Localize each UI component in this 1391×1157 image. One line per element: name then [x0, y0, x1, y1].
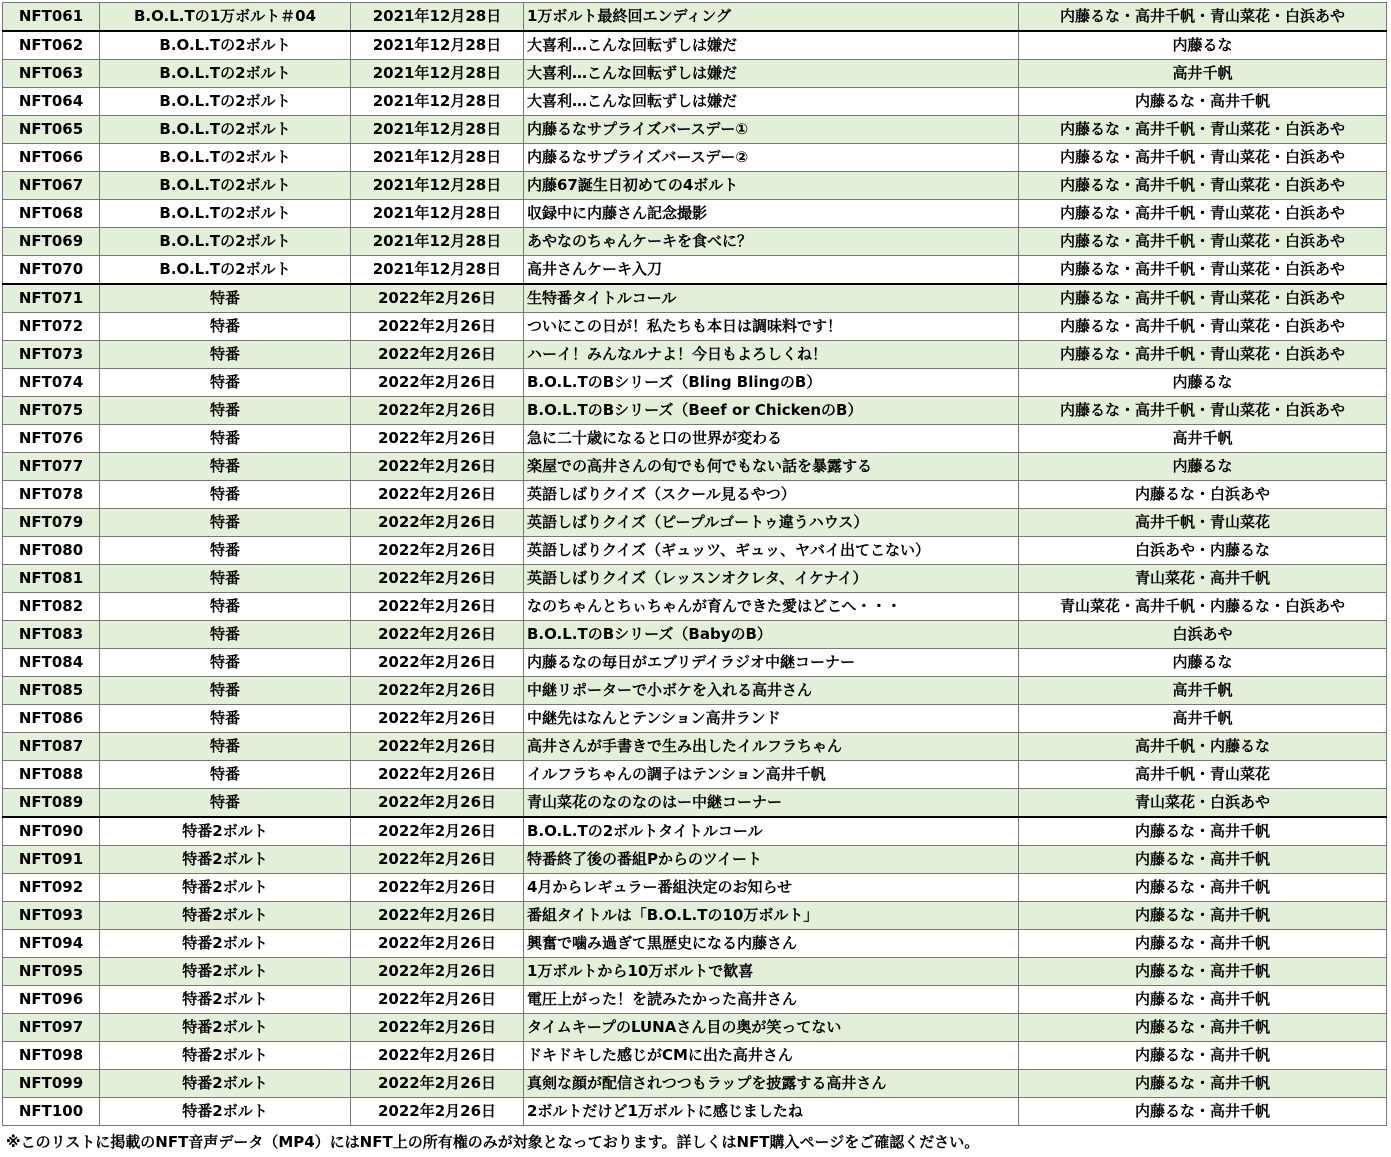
- table-row: [3, 537, 1387, 565]
- table-row: [3, 256, 1387, 285]
- program-cell: 特番: [100, 369, 351, 397]
- program-cell: 特番2ボルト: [100, 958, 351, 986]
- title-cell: 内藤るなサプライズバースデー①: [524, 116, 1019, 144]
- title-cell: 大喜利…こんな回転ずしは嫌だ: [524, 60, 1019, 88]
- cast-cell: 白浜あや: [1019, 621, 1387, 649]
- title-cell: 中継先はなんとテンション高井ランド: [524, 705, 1019, 733]
- program-cell: 特番2ボルト: [100, 817, 351, 846]
- table-row: [3, 481, 1387, 509]
- table-row: [3, 116, 1387, 144]
- cast-cell: 青山菜花・白浜あや: [1019, 789, 1387, 818]
- title-cell: 英語しばりクイズ（スクール見るやつ）: [524, 481, 1019, 509]
- table-row: [3, 930, 1387, 958]
- program-cell: B.O.L.Tの1万ボルト＃04: [100, 3, 351, 32]
- table-row: [3, 453, 1387, 481]
- date-cell: 2022年2月26日: [351, 593, 524, 621]
- nft-id-cell: NFT089: [3, 789, 100, 818]
- nft-id-cell: NFT098: [3, 1042, 100, 1070]
- date-cell: 2021年12月28日: [351, 88, 524, 116]
- program-cell: 特番2ボルト: [100, 930, 351, 958]
- nft-id-cell: NFT096: [3, 986, 100, 1014]
- title-cell: なのちゃんとちぃちゃんが育んできた愛はどこへ・・・: [524, 593, 1019, 621]
- nft-id-cell: NFT078: [3, 481, 100, 509]
- nft-list-table: [2, 2, 1387, 1126]
- title-cell: 英語しばりクイズ（レッスンオクレタ、イケナイ）: [524, 565, 1019, 593]
- table-row: [3, 3, 1387, 32]
- table-row: [3, 341, 1387, 369]
- nft-id-cell: NFT067: [3, 172, 100, 200]
- table-row: [3, 733, 1387, 761]
- cast-cell: 内藤るな: [1019, 453, 1387, 481]
- nft-id-cell: NFT077: [3, 453, 100, 481]
- nft-id-cell: NFT068: [3, 200, 100, 228]
- cast-cell: 内藤るな・白浜あや: [1019, 481, 1387, 509]
- program-cell: 特番: [100, 537, 351, 565]
- cast-cell: 内藤るな・高井千帆・青山菜花・白浜あや: [1019, 116, 1387, 144]
- title-cell: 内藤67誕生日初めての4ボルト: [524, 172, 1019, 200]
- title-cell: 真剣な顔が配信されつつもラップを披露する高井さん: [524, 1070, 1019, 1098]
- title-cell: 大喜利…こんな回転ずしは嫌だ: [524, 31, 1019, 60]
- cast-cell: 青山菜花・高井千帆: [1019, 565, 1387, 593]
- cast-cell: 内藤るな・高井千帆: [1019, 846, 1387, 874]
- table-row: [3, 817, 1387, 846]
- title-cell: 内藤るなの毎日がエブリデイラジオ中継コーナー: [524, 649, 1019, 677]
- program-cell: B.O.L.Tの2ボルト: [100, 60, 351, 88]
- title-cell: ハーイ！みんなルナよ！今日もよろしくね！: [524, 341, 1019, 369]
- date-cell: 2022年2月26日: [351, 930, 524, 958]
- title-cell: 生特番タイトルコール: [524, 284, 1019, 313]
- title-cell: 電圧上がった！を読みたかった高井さん: [524, 986, 1019, 1014]
- nft-id-cell: NFT072: [3, 313, 100, 341]
- table-row: [3, 60, 1387, 88]
- cast-cell: 高井千帆・青山菜花: [1019, 761, 1387, 789]
- nft-id-cell: NFT084: [3, 649, 100, 677]
- date-cell: 2022年2月26日: [351, 761, 524, 789]
- date-cell: 2021年12月28日: [351, 60, 524, 88]
- program-cell: 特番: [100, 565, 351, 593]
- date-cell: 2022年2月26日: [351, 537, 524, 565]
- footnote: ※このリストに掲載のNFT音声データ（MP4）にはNFT上の所有権のみが対象となっております。詳しくはNFT購入ページをご確認ください。: [6, 1133, 980, 1151]
- program-cell: 特番: [100, 425, 351, 453]
- title-cell: ついにこの日が！私たちも本日は調味料です！: [524, 313, 1019, 341]
- date-cell: 2022年2月26日: [351, 369, 524, 397]
- table-row: [3, 846, 1387, 874]
- date-cell: 2022年2月26日: [351, 425, 524, 453]
- program-cell: 特番: [100, 621, 351, 649]
- program-cell: B.O.L.Tの2ボルト: [100, 31, 351, 60]
- table-row: [3, 31, 1387, 60]
- table-row: [3, 509, 1387, 537]
- date-cell: 2022年2月26日: [351, 733, 524, 761]
- table-row: [3, 677, 1387, 705]
- date-cell: 2022年2月26日: [351, 1042, 524, 1070]
- cast-cell: 内藤るな・高井千帆: [1019, 817, 1387, 846]
- program-cell: B.O.L.Tの2ボルト: [100, 256, 351, 285]
- program-cell: 特番: [100, 789, 351, 818]
- date-cell: 2022年2月26日: [351, 313, 524, 341]
- title-cell: 番組タイトルは「B.O.L.Tの10万ボルト」: [524, 902, 1019, 930]
- title-cell: 高井さんが手書きで生み出したイルフラちゃん: [524, 733, 1019, 761]
- date-cell: 2022年2月26日: [351, 453, 524, 481]
- title-cell: タイムキープのLUNAさん目の奥が笑ってない: [524, 1014, 1019, 1042]
- table-row: [3, 172, 1387, 200]
- nft-id-cell: NFT062: [3, 31, 100, 60]
- table-row: [3, 761, 1387, 789]
- table-row: [3, 565, 1387, 593]
- cast-cell: 内藤るな・高井千帆: [1019, 88, 1387, 116]
- nft-id-cell: NFT092: [3, 874, 100, 902]
- title-cell: 英語しばりクイズ（ギュッツ、ギュッ、ヤバイ出てこない）: [524, 537, 1019, 565]
- cast-cell: 高井千帆・青山菜花: [1019, 509, 1387, 537]
- nft-id-cell: NFT080: [3, 537, 100, 565]
- cast-cell: 高井千帆: [1019, 425, 1387, 453]
- date-cell: 2021年12月28日: [351, 228, 524, 256]
- cast-cell: 内藤るな・高井千帆: [1019, 958, 1387, 986]
- program-cell: 特番2ボルト: [100, 986, 351, 1014]
- title-cell: ドキドキした感じがCMに出た高井さん: [524, 1042, 1019, 1070]
- nft-id-cell: NFT076: [3, 425, 100, 453]
- nft-id-cell: NFT100: [3, 1098, 100, 1126]
- date-cell: 2021年12月28日: [351, 144, 524, 172]
- table-row: [3, 228, 1387, 256]
- table-row: [3, 88, 1387, 116]
- title-cell: イルフラちゃんの調子はテンション高井千帆: [524, 761, 1019, 789]
- cast-cell: 高井千帆・内藤るな: [1019, 733, 1387, 761]
- program-cell: 特番: [100, 733, 351, 761]
- nft-id-cell: NFT074: [3, 369, 100, 397]
- title-cell: 4月からレギュラー番組決定のお知らせ: [524, 874, 1019, 902]
- program-cell: 特番2ボルト: [100, 846, 351, 874]
- cast-cell: 内藤るな・高井千帆・青山菜花・白浜あや: [1019, 228, 1387, 256]
- table-row: [3, 705, 1387, 733]
- program-cell: 特番: [100, 677, 351, 705]
- cast-cell: 内藤るな: [1019, 649, 1387, 677]
- nft-id-cell: NFT087: [3, 733, 100, 761]
- date-cell: 2021年12月28日: [351, 116, 524, 144]
- date-cell: 2022年2月26日: [351, 958, 524, 986]
- nft-id-cell: NFT090: [3, 817, 100, 846]
- cast-cell: 内藤るな・高井千帆・青山菜花・白浜あや: [1019, 256, 1387, 285]
- table-row: [3, 593, 1387, 621]
- program-cell: 特番2ボルト: [100, 1014, 351, 1042]
- program-cell: 特番: [100, 705, 351, 733]
- program-cell: 特番: [100, 593, 351, 621]
- date-cell: 2022年2月26日: [351, 789, 524, 818]
- date-cell: 2022年2月26日: [351, 481, 524, 509]
- title-cell: 中継リポーターで小ボケを入れる高井さん: [524, 677, 1019, 705]
- program-cell: 特番: [100, 313, 351, 341]
- title-cell: あやなのちゃんケーキを食べに？: [524, 228, 1019, 256]
- nft-id-cell: NFT086: [3, 705, 100, 733]
- nft-id-cell: NFT063: [3, 60, 100, 88]
- title-cell: 1万ボルトから10万ボルトで歓喜: [524, 958, 1019, 986]
- cast-cell: 内藤るな・高井千帆: [1019, 930, 1387, 958]
- table-row: [3, 200, 1387, 228]
- cast-cell: 内藤るな・高井千帆・青山菜花・白浜あや: [1019, 313, 1387, 341]
- date-cell: 2022年2月26日: [351, 565, 524, 593]
- nft-list-body: [3, 3, 1387, 1126]
- program-cell: 特番: [100, 481, 351, 509]
- nft-id-cell: NFT071: [3, 284, 100, 313]
- nft-id-cell: NFT088: [3, 761, 100, 789]
- date-cell: 2022年2月26日: [351, 1014, 524, 1042]
- date-cell: 2022年2月26日: [351, 509, 524, 537]
- program-cell: 特番2ボルト: [100, 1098, 351, 1126]
- title-cell: B.O.L.Tの2ボルトタイトルコール: [524, 817, 1019, 846]
- cast-cell: 内藤るな・高井千帆・青山菜花・白浜あや: [1019, 3, 1387, 32]
- nft-id-cell: NFT085: [3, 677, 100, 705]
- nft-id-cell: NFT091: [3, 846, 100, 874]
- program-cell: 特番: [100, 341, 351, 369]
- title-cell: 英語しばりクイズ（ピープルゴートゥ違うハウス）: [524, 509, 1019, 537]
- cast-cell: 内藤るな・高井千帆・青山菜花・白浜あや: [1019, 341, 1387, 369]
- table-row: [3, 1070, 1387, 1098]
- nft-id-cell: NFT083: [3, 621, 100, 649]
- title-cell: 特番終了後の番組Pからのツイート: [524, 846, 1019, 874]
- program-cell: 特番: [100, 284, 351, 313]
- program-cell: 特番: [100, 453, 351, 481]
- cast-cell: 内藤るな・高井千帆・青山菜花・白浜あや: [1019, 200, 1387, 228]
- title-cell: 高井さんケーキ入刀: [524, 256, 1019, 285]
- table-row: [3, 425, 1387, 453]
- program-cell: B.O.L.Tの2ボルト: [100, 200, 351, 228]
- date-cell: 2022年2月26日: [351, 705, 524, 733]
- nft-id-cell: NFT093: [3, 902, 100, 930]
- cast-cell: 内藤るな・高井千帆・青山菜花・白浜あや: [1019, 172, 1387, 200]
- table-row: [3, 986, 1387, 1014]
- cast-cell: 内藤るな: [1019, 31, 1387, 60]
- nft-id-cell: NFT079: [3, 509, 100, 537]
- cast-cell: 内藤るな・高井千帆: [1019, 986, 1387, 1014]
- table-row: [3, 313, 1387, 341]
- title-cell: 急に二十歳になると口の世界が変わる: [524, 425, 1019, 453]
- table-row: [3, 1014, 1387, 1042]
- table-row: [3, 874, 1387, 902]
- date-cell: 2022年2月26日: [351, 1098, 524, 1126]
- table-row: [3, 1042, 1387, 1070]
- program-cell: B.O.L.Tの2ボルト: [100, 88, 351, 116]
- date-cell: 2022年2月26日: [351, 874, 524, 902]
- title-cell: B.O.L.TのBシリーズ（BabyのB）: [524, 621, 1019, 649]
- cast-cell: 内藤るな・高井千帆: [1019, 902, 1387, 930]
- cast-cell: 青山菜花・高井千帆・内藤るな・白浜あや: [1019, 593, 1387, 621]
- nft-id-cell: NFT061: [3, 3, 100, 32]
- title-cell: 収録中に内藤さん記念撮影: [524, 200, 1019, 228]
- title-cell: 大喜利…こんな回転ずしは嫌だ: [524, 88, 1019, 116]
- nft-id-cell: NFT081: [3, 565, 100, 593]
- cast-cell: 高井千帆: [1019, 705, 1387, 733]
- table-row: [3, 369, 1387, 397]
- nft-id-cell: NFT069: [3, 228, 100, 256]
- title-cell: 1万ボルト最終回エンディング: [524, 3, 1019, 32]
- nft-id-cell: NFT099: [3, 1070, 100, 1098]
- title-cell: 楽屋での高井さんの旬でも何でもない話を暴露する: [524, 453, 1019, 481]
- title-cell: 内藤るなサプライズバースデー②: [524, 144, 1019, 172]
- date-cell: 2022年2月26日: [351, 649, 524, 677]
- table-row: [3, 397, 1387, 425]
- table-row: [3, 958, 1387, 986]
- cast-cell: 内藤るな・高井千帆: [1019, 1098, 1387, 1126]
- date-cell: 2022年2月26日: [351, 846, 524, 874]
- date-cell: 2022年2月26日: [351, 986, 524, 1014]
- table-row: [3, 144, 1387, 172]
- date-cell: 2022年2月26日: [351, 397, 524, 425]
- nft-id-cell: NFT070: [3, 256, 100, 285]
- date-cell: 2022年2月26日: [351, 621, 524, 649]
- table-row: [3, 1098, 1387, 1126]
- table-row: [3, 649, 1387, 677]
- nft-id-cell: NFT082: [3, 593, 100, 621]
- program-cell: 特番: [100, 649, 351, 677]
- cast-cell: 白浜あや・内藤るな: [1019, 537, 1387, 565]
- cast-cell: 内藤るな・高井千帆: [1019, 1014, 1387, 1042]
- date-cell: 2022年2月26日: [351, 817, 524, 846]
- program-cell: B.O.L.Tの2ボルト: [100, 116, 351, 144]
- cast-cell: 内藤るな・高井千帆: [1019, 1070, 1387, 1098]
- program-cell: 特番2ボルト: [100, 1070, 351, 1098]
- date-cell: 2022年2月26日: [351, 677, 524, 705]
- table-row: [3, 621, 1387, 649]
- program-cell: 特番: [100, 397, 351, 425]
- program-cell: 特番: [100, 761, 351, 789]
- table-row: [3, 284, 1387, 313]
- cast-cell: 内藤るな・高井千帆・青山菜花・白浜あや: [1019, 397, 1387, 425]
- program-cell: 特番: [100, 509, 351, 537]
- nft-id-cell: NFT066: [3, 144, 100, 172]
- title-cell: B.O.L.TのBシリーズ（Beef or ChickenのB）: [524, 397, 1019, 425]
- table-row: [3, 789, 1387, 818]
- date-cell: 2021年12月28日: [351, 31, 524, 60]
- table-row: [3, 902, 1387, 930]
- program-cell: B.O.L.Tの2ボルト: [100, 228, 351, 256]
- title-cell: B.O.L.TのBシリーズ（Bling BlingのB）: [524, 369, 1019, 397]
- date-cell: 2022年2月26日: [351, 341, 524, 369]
- program-cell: B.O.L.Tの2ボルト: [100, 144, 351, 172]
- program-cell: 特番2ボルト: [100, 902, 351, 930]
- nft-id-cell: NFT075: [3, 397, 100, 425]
- program-cell: 特番2ボルト: [100, 874, 351, 902]
- date-cell: 2021年12月28日: [351, 256, 524, 285]
- nft-id-cell: NFT073: [3, 341, 100, 369]
- title-cell: 2ボルトだけど1万ボルトに感じましたね: [524, 1098, 1019, 1126]
- nft-id-cell: NFT097: [3, 1014, 100, 1042]
- date-cell: 2021年12月28日: [351, 3, 524, 32]
- title-cell: 興奮で噛み過ぎて黒歴史になる内藤さん: [524, 930, 1019, 958]
- date-cell: 2021年12月28日: [351, 200, 524, 228]
- cast-cell: 内藤るな・高井千帆・青山菜花・白浜あや: [1019, 284, 1387, 313]
- cast-cell: 高井千帆: [1019, 60, 1387, 88]
- cast-cell: 高井千帆: [1019, 677, 1387, 705]
- nft-id-cell: NFT094: [3, 930, 100, 958]
- date-cell: 2021年12月28日: [351, 172, 524, 200]
- program-cell: 特番2ボルト: [100, 1042, 351, 1070]
- cast-cell: 内藤るな・高井千帆・青山菜花・白浜あや: [1019, 144, 1387, 172]
- cast-cell: 内藤るな・高井千帆: [1019, 1042, 1387, 1070]
- cast-cell: 内藤るな: [1019, 369, 1387, 397]
- nft-id-cell: NFT064: [3, 88, 100, 116]
- title-cell: 青山菜花のなのなのはー中継コーナー: [524, 789, 1019, 818]
- nft-id-cell: NFT095: [3, 958, 100, 986]
- cast-cell: 内藤るな・高井千帆: [1019, 874, 1387, 902]
- program-cell: B.O.L.Tの2ボルト: [100, 172, 351, 200]
- nft-id-cell: NFT065: [3, 116, 100, 144]
- date-cell: 2022年2月26日: [351, 284, 524, 313]
- date-cell: 2022年2月26日: [351, 902, 524, 930]
- date-cell: 2022年2月26日: [351, 1070, 524, 1098]
